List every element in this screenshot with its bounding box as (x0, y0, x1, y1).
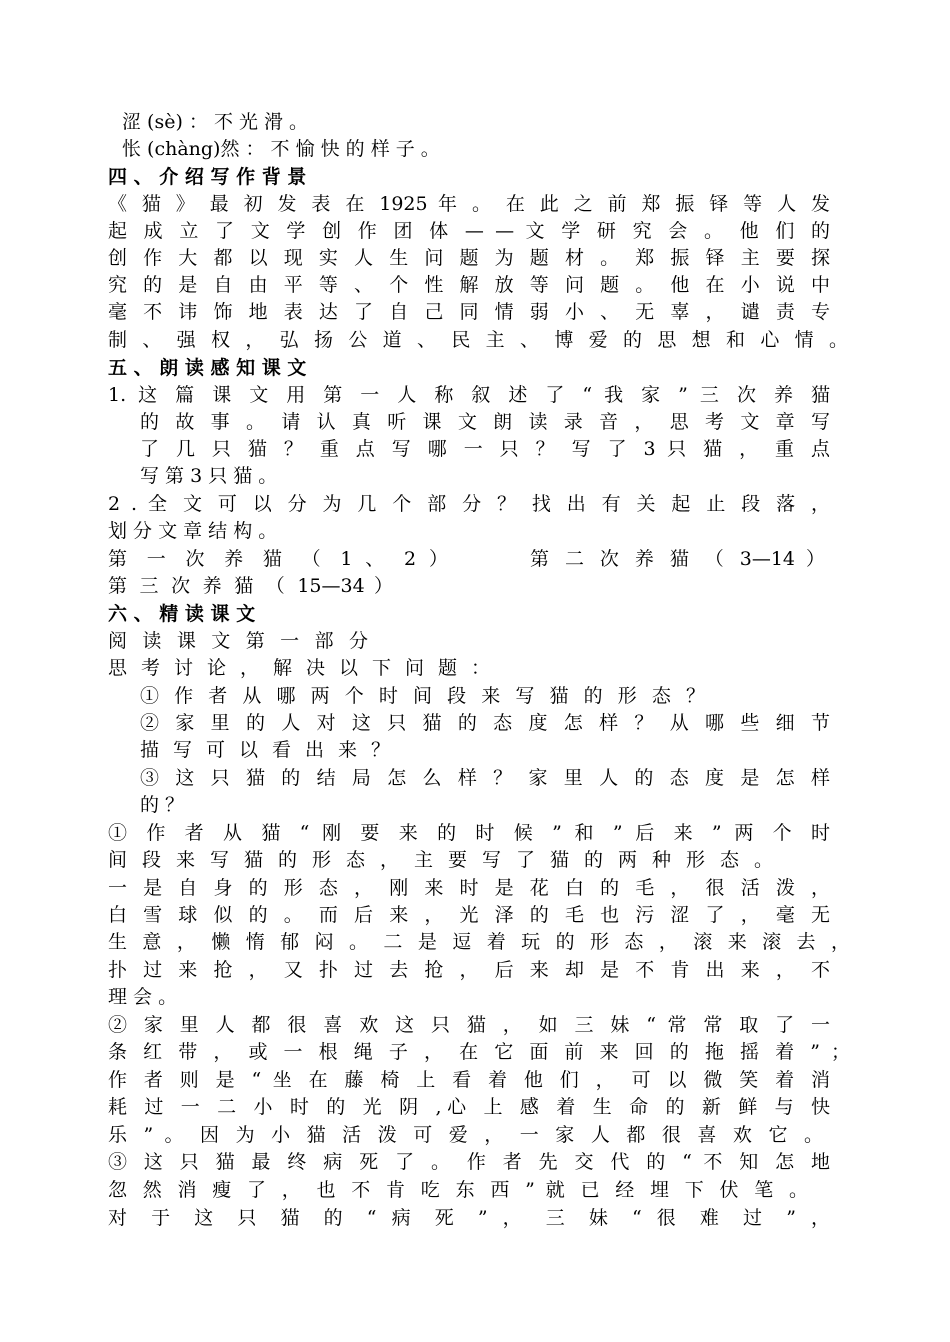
answer-2-cont: 乐 ” 。 因 为 小 猫 活 泼 可 爱 ， 一 家 人 都 很 喜 欢 它 。 (108, 1124, 823, 1146)
answer-1-cont: 理 会 。 (108, 986, 178, 1008)
answer-1-cont: 白 雪 球 似 的 。 而 后 来 ， 光 泽 的 毛 也 污 涩 了 ， 毫 无 (108, 904, 830, 926)
question-1: 1. 这 篇 课 文 用 第 一 人 称 叙 述 了 “ 我 家 ” 三 次 养 猫 (108, 384, 830, 406)
paragraph-line: 制 、 强 权 ， 弘 扬 公 道 、 民 主 、 博 爱 的 思 想 和 心 情 。 (108, 329, 848, 351)
answer-3: ③ 这 只 猫 最 终 病 死 了 。 作 者 先 交 代 的 “ 不 知 怎 地 (108, 1151, 830, 1173)
discussion-question-1: ① 作 者 从 哪 两 个 时 间 段 来 写 猫 的 形 态 ？ (140, 685, 705, 707)
structure-part-1: 第 一 次 养 猫 （ 1 、 2 ） (108, 548, 448, 570)
reading-instruction: 阅 读 课 文 第 一 部 分 (108, 630, 368, 652)
vocab-changran: 怅 (chàng)然 ： 不 愉 快 的 样 子 。 (122, 138, 440, 160)
section-heading-4: 四 、 介 绍 写 作 背 景 (108, 166, 307, 188)
answer-2-cont: 耗 过 一 二 小 时 的 光 阴 ,心 上 感 着 生 命 的 新 鲜 与 快 (108, 1096, 830, 1118)
structure-part-2: 第 二 次 养 猫 （ 3—14 ） (530, 548, 825, 570)
answer-1-cont: 扑 过 来 抢 ， 又 扑 过 去 抢 ， 后 来 却 是 不 肯 出 来 ， 不 (108, 959, 830, 981)
paragraph-line: 究 的 是 自 由 平 等 、 个 性 解 放 等 问 题 。 他 在 小 说 中 (108, 274, 830, 296)
answer-3-cont: 对 于 这 只 猫 的 “ 病 死 ” ， 三 妹 “ 很 难 过 ” ， (108, 1207, 830, 1229)
paragraph-line: 创 作 大 都 以 现 实 人 生 问 题 为 题 材 。 郑 振 铎 主 要 探 (108, 247, 830, 269)
structure-part-3: 第 三 次 养 猫 （ 15—34 ） (108, 575, 393, 597)
question-1-cont: 写 第 3 只 猫 。 (140, 465, 278, 487)
answer-3-cont: 忽 然 消 瘦 了 ， 也 不 肯 吃 东 西 ” 就 已 经 埋 下 伏 笔 。 (108, 1179, 808, 1201)
answer-2-cont: 条 红 带 ， 或 一 根 绳 子 ， 在 它 面 前 来 回 的 拖 摇 着 ” ； (108, 1041, 850, 1063)
answer-1-cont: 生 意 ， 懒 惰 郁 闷 。 二 是 逗 着 玩 的 形 态 ， 滚 来 滚 去 ， (108, 931, 850, 953)
question-2: 2 . 全 文 可 以 分 为 几 个 部 分 ？ 找 出 有 关 起 止 段 落 ， (108, 493, 830, 515)
question-1-cont: 的 故 事 。 请 认 真 听 课 文 朗 读 录 音 ， 思 考 文 章 写 (140, 411, 830, 433)
question-2-cont: 划 分 文 章 结 构 。 (108, 520, 278, 542)
discussion-question-2-cont: 描 写 可 以 看 出 来 ？ (140, 739, 390, 761)
paragraph-line: 《 猫 》 最 初 发 表 在 1925 年 。 在 此 之 前 郑 振 铎 等 人 发 (108, 193, 830, 215)
discussion-prompt: 思 考 讨 论 ， 解 决 以 下 问 题 ： (108, 657, 490, 679)
paragraph-line: 起 成 立 了 文 学 创 作 团 体 — — 文 学 研 究 会 。 他 们 的 (108, 220, 830, 242)
answer-2: ② 家 里 人 都 很 喜 欢 这 只 猫 ， 如 三 妹 “ 常 常 取 了 一 (108, 1014, 830, 1036)
section-heading-5: 五 、 朗 读 感 知 课 文 (108, 357, 307, 379)
answer-1: ① 作 者 从 猫 “ 刚 要 来 的 时 候 ” 和 ” 后 来 ” 两 个 时 (108, 822, 830, 844)
discussion-question-3: ③ 这 只 猫 的 结 局 怎 么 样 ？ 家 里 人 的 态 度 是 怎 样 (140, 767, 830, 789)
question-1-cont: 了 几 只 猫 ？ 重 点 写 哪 一 只 ？ 写 了 3 只 猫 ， 重 点 (140, 438, 830, 460)
answer-1-cont: 间 段 来 写 猫 的 形 态 ， 主 要 写 了 猫 的 两 种 形 态 。 (108, 849, 773, 871)
paragraph-line: 毫 不 讳 饰 地 表 达 了 自 己 同 情 弱 小 、 无 辜 ， 谴 责 专 (108, 301, 830, 323)
vocab-se: 涩 (sè) ： 不 光 滑 。 (122, 111, 309, 133)
section-heading-6: 六 、 精 读 课 文 (108, 603, 256, 625)
discussion-question-3-cont: 的 ？ (140, 794, 185, 816)
answer-1-cont: 一 是 自 身 的 形 态 ， 刚 来 时 是 花 白 的 毛 ， 很 活 泼 ， (108, 877, 830, 899)
answer-2-cont: 作 者 则 是 “ 坐 在 藤 椅 上 看 着 他 们 ， 可 以 微 笑 着 消 (108, 1069, 830, 1091)
discussion-question-2: ② 家 里 的 人 对 这 只 猫 的 态 度 怎 样 ？ 从 哪 些 细 节 (140, 712, 830, 734)
